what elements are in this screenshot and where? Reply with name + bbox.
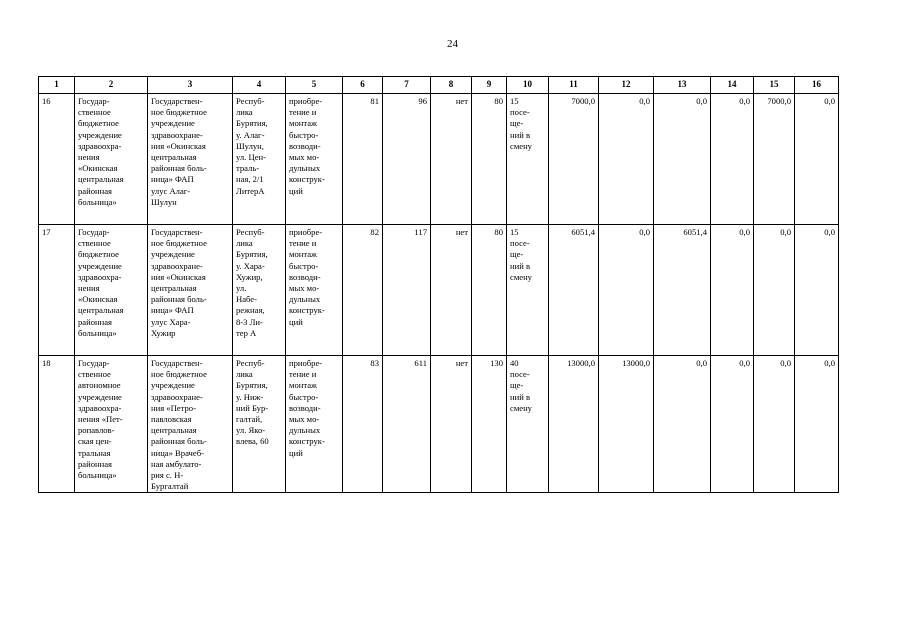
table-cell: 0,0 [795,356,839,493]
table-cell: 40 посе- ще- ний в смену [507,356,549,493]
column-header: 4 [233,77,286,94]
table-cell: 6051,4 [654,225,711,356]
table-cell: Государ- ственное автономное учреждение здравоохра- нения «Пет- ропавлов- ская цен- тральная районная больница» [75,356,148,493]
table-cell: 16 [39,94,75,225]
table-cell: Респуб- лика Бурятия, у. Ниж- ний Бур- галтай, ул. Яко- влева, 60 [233,356,286,493]
table-cell: 82 [343,225,383,356]
table-cell: Респуб- лика Бурятия, у. Алаг- Шулун, ул. Цен- траль- ная, 2/1 ЛитерА [233,94,286,225]
table-cell: Государ- ственное бюджетное учреждение здравоохра- нения «Окинская центральная районная больница» [75,94,148,225]
column-header: 8 [431,77,472,94]
column-header: 9 [472,77,507,94]
table-cell: 81 [343,94,383,225]
table-cell: 13000,0 [599,356,654,493]
table-cell: 0,0 [711,94,754,225]
column-header: 5 [286,77,343,94]
data-table [38,76,839,493]
table-cell: 0,0 [754,225,795,356]
column-header: 2 [75,77,148,94]
page-number: 24 [447,38,458,50]
table-cell: приобре- тение и монтаж быстро- возводи- мых мо- дульных конструк- ций [286,356,343,493]
table-cell: приобре- тение и монтаж быстро- возводи- мых мо- дульных конструк- ций [286,94,343,225]
table-row [39,356,839,493]
table-cell: 13000,0 [549,356,599,493]
column-header: 6 [343,77,383,94]
table-cell: 0,0 [711,356,754,493]
table-cell: 7000,0 [549,94,599,225]
table-cell: приобре- тение и монтаж быстро- возводи- мых мо- дульных конструк- ций [286,225,343,356]
table-cell: Государствен- ное бюджетное учреждение здравоохране- ния «Окинская центральная районная боль- ница» ФАП улус Хара- Хужир [148,225,233,356]
table-cell: 0,0 [711,225,754,356]
table-cell: нет [431,356,472,493]
table-cell: 130 [472,356,507,493]
table-cell: 0,0 [795,94,839,225]
table-cell: 117 [383,225,431,356]
column-header: 10 [507,77,549,94]
table-cell: 0,0 [654,356,711,493]
table-cell: Государствен- ное бюджетное учреждение здравоохране- ния «Окинская центральная районная боль- ница» ФАП улус Алаг- Шулун [148,94,233,225]
table-cell: 0,0 [599,94,654,225]
column-header: 1 [39,77,75,94]
table-cell: 15 посе- ще- ний в смену [507,225,549,356]
table-cell: 17 [39,225,75,356]
table-cell: Респуб- лика Бурятия, у. Хара- Хужир, ул. Набе- режная, 8-3 Ли- тер А [233,225,286,356]
table-cell: 18 [39,356,75,493]
table-cell: 0,0 [599,225,654,356]
header-row [39,77,839,94]
column-header: 3 [148,77,233,94]
table-row [39,94,839,225]
table-cell: 0,0 [654,94,711,225]
table-cell: 0,0 [754,356,795,493]
table-row [39,225,839,356]
table-cell: Государствен- ное бюджетное учреждение здравоохране- ния «Петро- павловская центральная районная боль- ница» Врачеб- ная амбулато- рия с. Н- Бургалтай [148,356,233,493]
column-header: 14 [711,77,754,94]
table-cell: нет [431,94,472,225]
column-header: 15 [754,77,795,94]
column-header: 12 [599,77,654,94]
table-cell: 80 [472,225,507,356]
column-header: 7 [383,77,431,94]
table-cell: нет [431,225,472,356]
column-header: 16 [795,77,839,94]
table-cell: 611 [383,356,431,493]
table-cell: 0,0 [795,225,839,356]
table-cell: 83 [343,356,383,493]
table-cell: 15 посе- ще- ний в смену [507,94,549,225]
table-cell: 80 [472,94,507,225]
column-header: 13 [654,77,711,94]
table-cell: 96 [383,94,431,225]
table-cell: 7000,0 [754,94,795,225]
table-cell: Государ- ственное бюджетное учреждение здравоохра- нения «Окинская центральная районная больница» [75,225,148,356]
column-header: 11 [549,77,599,94]
table-cell: 6051,4 [549,225,599,356]
